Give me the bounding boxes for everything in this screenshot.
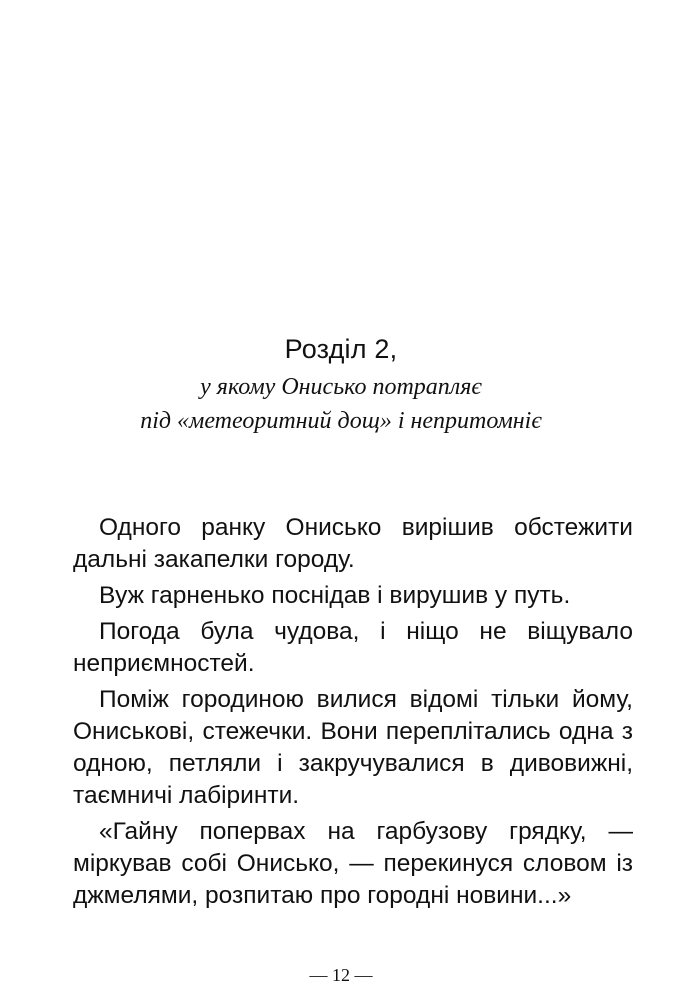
paragraph-1: Одного ранку Онисько вирішив обстежити дальні закапелки городу. — [73, 514, 633, 573]
chapter-heading — [0, 332, 682, 438]
chapter-subtitle-line-1: у якому Онисько потрапляє — [200, 374, 482, 400]
paragraph-4: Поміж городиною вилися відомі тільки йому, Ониськові, стежечки. Вони переплітались одна з одною, петляли і закручувалися в дивовижні, таємничі лабіринти. — [73, 686, 633, 809]
paragraph-5: «Гайну попервах на гарбузову грядку, — міркував собі Онисько, — перекинуся словом із джмелями, розпитаю про городні новини...» — [73, 818, 633, 909]
paragraph-2: Вуж гарненько поснідав і вирушив у путь. — [99, 582, 571, 609]
chapter-title: Розділ 2, — [284, 334, 398, 364]
chapter-subtitle — [0, 370, 682, 438]
chapter-subtitle-line-2: під «метеоритний дощ» і непритомніє — [140, 408, 542, 434]
page-number: — 12 — — [309, 965, 373, 985]
body-text — [73, 512, 633, 916]
paragraph-3: Погода була чудова, і ніщо не віщувало неприємностей. — [73, 618, 633, 677]
